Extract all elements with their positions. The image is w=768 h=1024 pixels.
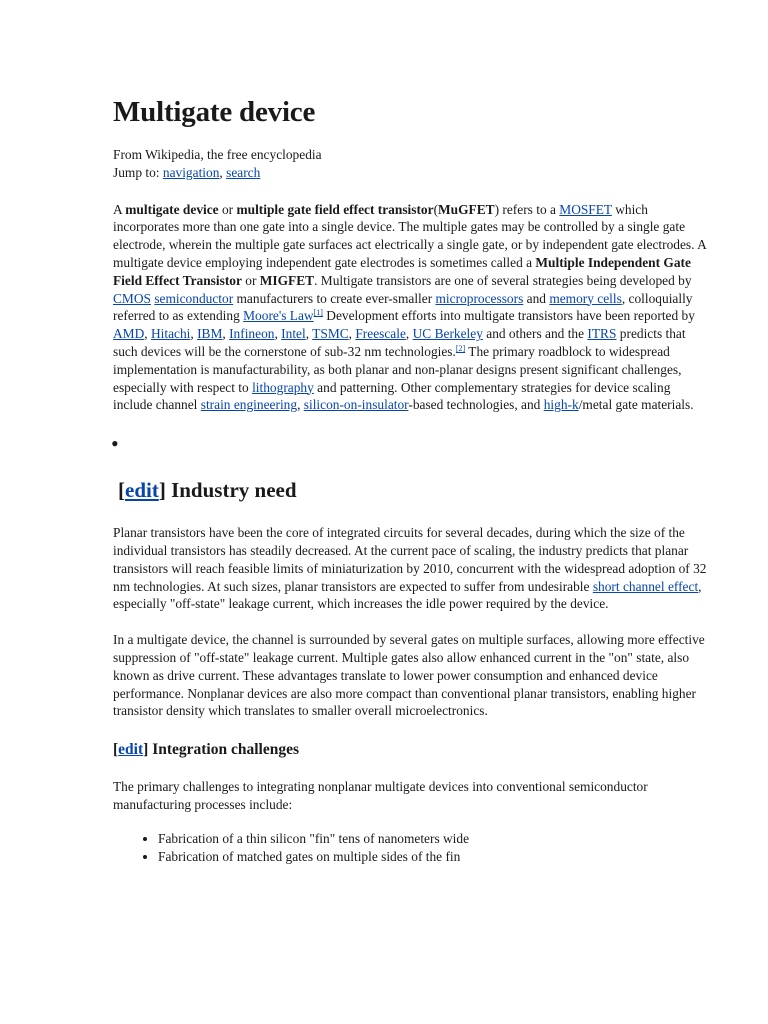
text: manufacturers to create ever-smaller — [233, 290, 436, 306]
text: , — [144, 326, 151, 342]
lithography-link[interactable]: lithography — [252, 379, 314, 395]
text: , — [405, 326, 413, 342]
jump-to-label: Jump to: — [113, 164, 160, 180]
cmos-link[interactable]: CMOS — [113, 290, 151, 306]
industry-paragraph-2: In a multigate device, the channel is surrounded by several gates on multiple surfaces, allowing more effective suppression of "off-state" leakage current. Multiple gates also allow enhanced current in the "on" state, also known as drive current. These advantages translate to lower power consumption and enhanced device performance. Nonplanar devices are also more compact than conventional planar transistors, enabling higher transistor density which translates to smaller overall microelectronics. — [113, 632, 705, 719]
text: ( — [433, 201, 439, 217]
article-page — [113, 92, 713, 865]
text: and — [523, 290, 550, 306]
bracket: [ — [113, 741, 119, 759]
strain-engineering-link[interactable]: strain engineering — [200, 397, 298, 413]
industry-paragraph-1 — [113, 524, 713, 613]
text: and patterning. Other complementary strategies for device scaling include channel — [113, 379, 671, 413]
intro-paragraph — [113, 201, 713, 415]
hitachi-link[interactable]: Hitachi — [150, 326, 191, 342]
text: , — [297, 397, 304, 413]
infineon-link[interactable]: Infineon — [229, 326, 275, 342]
short-channel-effect-link[interactable]: short channel effect — [592, 578, 699, 594]
jump-separator: , — [219, 164, 223, 180]
text: or — [241, 272, 260, 288]
section-heading-industry-need — [118, 476, 713, 504]
page-title: Multigate device — [113, 96, 316, 128]
jump-to-line — [113, 164, 713, 182]
text: , especially "off-state" leakage current, which increases the idle power required by the device. — [113, 578, 702, 612]
edit-link[interactable]: edit — [125, 478, 159, 503]
edit-link[interactable]: edit — [118, 741, 144, 759]
uc-berkeley-link[interactable]: UC Berkeley — [412, 326, 483, 342]
section-title: Industry need — [165, 478, 297, 503]
text: /metal gate materials. — [578, 397, 694, 413]
text: predicts that such devices will be the cornerstone of sub-32 nm technologies. — [113, 326, 686, 359]
search-link[interactable]: search — [226, 164, 261, 180]
reference-2[interactable] — [456, 344, 465, 353]
text: -based technologies, and — [408, 397, 544, 413]
text: Development efforts into multigate transistors have been reported by — [322, 308, 695, 324]
text: , — [305, 326, 313, 342]
text: ) refers to a — [494, 201, 560, 217]
text: or — [218, 201, 237, 217]
mosfet-link[interactable]: MOSFET — [559, 201, 612, 217]
bold-term: MuGFET — [438, 201, 495, 217]
list-item: • Fabrication of matched gates on multiple sides of the fin — [158, 848, 713, 866]
from-line: From Wikipedia, the free encyclopedia — [113, 147, 322, 162]
bracket: [ — [118, 478, 125, 503]
text: A — [113, 201, 126, 217]
tsmc-link[interactable]: TSMC — [312, 326, 349, 342]
text: , — [348, 326, 356, 342]
text: , colloquially referred to as extending — [113, 290, 693, 324]
bracket: ] — [158, 478, 166, 503]
high-k-link[interactable]: high-k — [543, 397, 579, 413]
article-subtitle — [113, 146, 713, 182]
text: , — [274, 326, 282, 342]
text: which incorporates more than one gate into a single device. The multiple gates may be controlled by a single gate electrode, wherein the multiple gate surfaces act electrically a single gate, or by independent gate electrodes. A multigate device employing independent gate electrodes is sometimes called a — [113, 201, 707, 270]
list-item: • Fabrication of a thin silicon "fin" tens of nanometers wide — [158, 830, 713, 848]
bold-term: multigate device — [125, 201, 219, 217]
bold-term: Multiple Independent Gate Field Effect Transistor — [113, 254, 691, 288]
microprocessors-link[interactable]: microprocessors — [435, 290, 524, 306]
silicon-on-insulator-link[interactable]: silicon-on-insulator — [303, 397, 409, 413]
reference-2-link[interactable]: [2] — [455, 343, 466, 353]
moores-law-link[interactable]: Moore's Law — [243, 308, 314, 324]
ibm-link[interactable]: IBM — [197, 326, 223, 342]
text: , — [222, 326, 230, 342]
challenges-list — [113, 830, 713, 866]
reference-1-link[interactable]: [1] — [313, 308, 323, 318]
semiconductor-link[interactable]: semiconductor — [154, 290, 234, 306]
freescale-link[interactable]: Freescale — [355, 326, 406, 342]
memory-cells-link[interactable]: memory cells — [549, 290, 622, 306]
text: , — [190, 326, 198, 342]
text: The primary roadblock to widespread implementation is manufacturability, as both planar and non-planar designs present significant challenges, especially with respect to — [113, 343, 682, 395]
text: Planar transistors have been the core of integrated circuits for several decades, during which the size of the individual transistors has steadily decreased. At the current pace of scaling, the industry predicts that planar transistors will reach feasible limits of miniaturization by 2010, concurrent with the widespread adoption of 32 nm technologies. At such sizes, planar transistors are expected to suffer from undesirable — [113, 525, 707, 594]
text: and others and the — [482, 326, 588, 342]
bold-term: multiple gate field effect transistor — [236, 201, 434, 217]
text: . Multigate transistors are one of several strategies being developed by — [314, 272, 692, 288]
section-heading-integration-challenges — [113, 739, 713, 761]
itrs-link[interactable]: ITRS — [587, 326, 617, 342]
reference-1[interactable] — [314, 308, 323, 317]
empty-bullet: • — [111, 431, 119, 457]
integration-paragraph: The primary challenges to integrating nonplanar multigate devices into conventional semiconductor manufacturing processes include: — [113, 779, 648, 812]
intel-link[interactable]: Intel — [281, 326, 306, 342]
bracket: ] — [143, 741, 149, 759]
amd-link[interactable]: AMD — [113, 326, 145, 342]
bold-term: MIGFET — [259, 272, 315, 288]
section-title: Integration challenges — [148, 741, 299, 759]
navigation-link[interactable]: navigation — [162, 164, 220, 180]
